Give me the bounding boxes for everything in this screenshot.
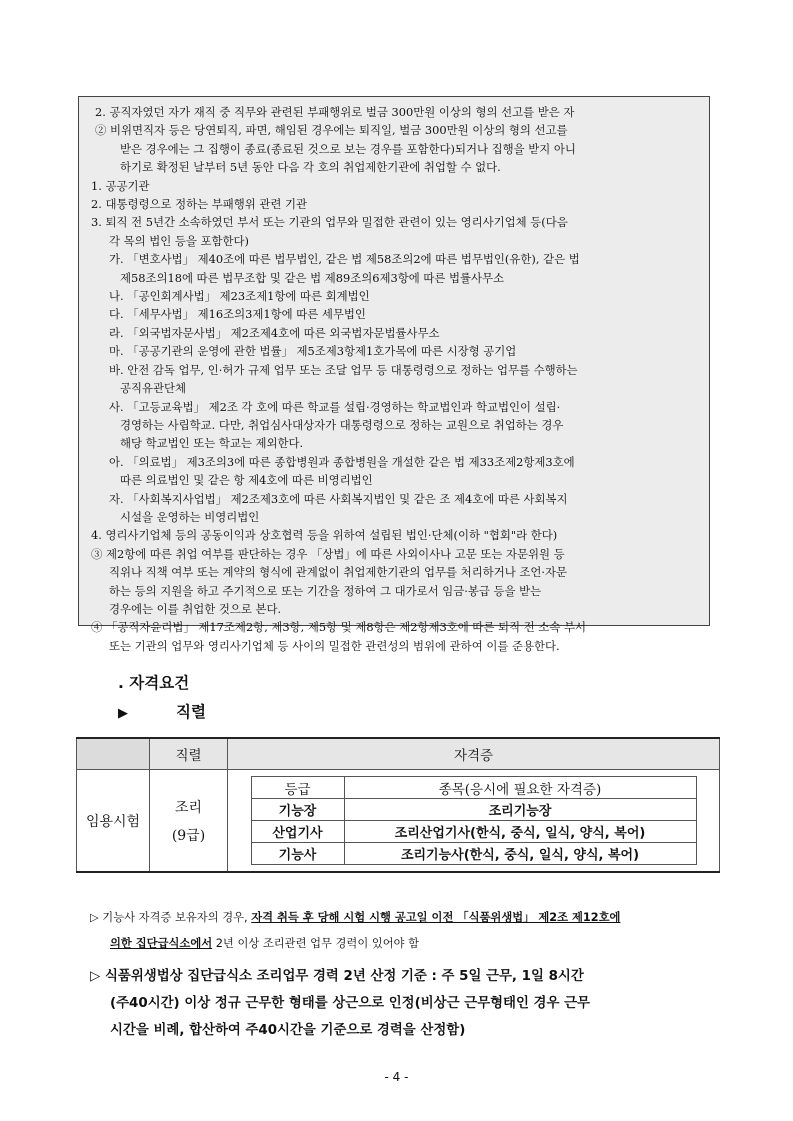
item-cell: 조리기능사(한식, 중식, 일식, 양식, 복어) [344,843,696,865]
series-name: 조리 [174,799,203,816]
law-line: 경영하는 사립학교. 다만, 취업심사대상자가 대통령령으로 정하는 교원으로 취업하는 경우 [120,417,564,432]
series-cell [150,770,228,873]
header-certificate: 자격증 [228,738,720,770]
law-line: 사. 「고등교육법」 제2조 각 호에 따른 학교를 설립·경영하는 학교법인과 학교법인이 설립· [109,399,561,414]
section-title: . 자격요건 [118,674,190,692]
law-line: 받은 경우에는 그 집행이 종료(종료된 것으로 보는 경우를 포함한다)되거나 집행을 받지 아니 [120,141,576,156]
law-line: 해당 학교법인 또는 학교는 제외한다. [120,436,304,451]
law-line: 또는 기관의 업무와 영리사기업체 등 사이의 밀접한 관련성의 범위에 관하여 이를 준용한다. [109,638,560,653]
series-grade: (9급) [171,827,206,844]
note1-text-c: 의한 집단급식소에서 [110,937,213,950]
note1-text-a: 기능사 자격증 보유자의 경우, [102,911,252,924]
law-line: 하기로 확정된 날부터 5년 동안 다음 각 호의 취업제한기관에 취업할 수 없다. [120,160,501,175]
law-line: 각 목의 법인 등을 포함한다) [109,233,249,248]
note-experience-criteria [90,963,740,1044]
page-number: - 4 - [384,1070,409,1084]
note-marker-icon: ▷ [90,969,101,984]
law-line: ② 비위면직자 등은 당연퇴직, 파면, 해임된 경우에는 퇴직일, 벌금 300만원 이상의 형의 선고를 [95,123,568,138]
law-line: 시설을 운영하는 비영리법인 [120,509,260,524]
header-series: 직렬 [150,738,228,770]
note1-text-d: 2년 이상 조리관련 업무 경력이 있어야 함 [212,937,420,950]
qualification-table [76,737,720,873]
law-line: 바. 안전 감독 업무, 인·허가 규제 업무 또는 조달 업무 등 대통령령으로 정하는 업무를 수행하는 [109,362,578,377]
grade-cell: 기능사 [251,843,344,865]
law-line: 하는 등의 지원을 하고 주기적으로 또는 기간을 정하여 그 대가로서 임금·봉급 등을 받는 [109,583,542,598]
law-line: 라. 「외국법자문사법」 제2조제4호에 따른 외국법자문법률사무소 [109,325,440,340]
law-line: 아. 「의료법」 제3조의3에 따른 종합병원과 종합병원을 개설한 같은 법 제33조제2항제3호에 [109,454,575,469]
law-line: 2. 대통령령으로 정하는 부패행위 관련 기관 [91,197,308,212]
law-line: 마. 「공공기관의 운영에 관한 법률」 제5조제3항제1호가목에 따른 시장형 공기업 [109,344,517,359]
item-cell: 조리산업기사(한식, 중식, 일식, 양식, 복어) [344,821,696,843]
law-line: 나. 「공인회계사법」 제23조제1항에 따른 회계법인 [109,289,370,304]
law-line: 자. 「사회복지사업법」 제2조제3호에 따른 사회복지법인 및 같은 조 제4호에 따른 사회복지 [109,491,568,506]
law-line: 제58조의18에 따른 법무조합 및 같은 법 제89조의6제3항에 따른 법률사무소 [120,270,505,285]
grade-cell: 기능장 [251,799,344,821]
triangle-marker-icon: ▶ [118,706,128,721]
law-excerpt-box [78,96,710,653]
note-technician-experience [90,905,730,957]
law-line: ④ 「공직자윤리법」 제17조제2항, 제3항, 제5항 및 제8항은 제2항제3호에 따른 퇴직 전 소속 부서 [91,620,586,635]
subsection-label: 직렬 [176,703,206,721]
note2-line3: 시간을 비례, 합산하여 주40시간을 기준으로 경력을 산정함) [110,1023,466,1038]
note2-line1: 식품위생법상 집단급식소 조리업무 경력 2년 산정 기준 : 주 5일 근무, 1일 8시간 [104,969,584,984]
law-line: 4. 영리사기업체 등의 공동이익과 상호협력 등을 위하여 설립된 법인·단체(이하 "협회"라 한다) [91,528,558,543]
law-line: 경우에는 이를 취업한 것으로 본다. [109,601,282,616]
law-line: ③ 제2항에 따른 취업 여부를 판단하는 경우 「상법」에 따른 사외이사나 고문 또는 자문위원 등 [91,546,565,561]
grade-cell: 산업기사 [251,821,344,843]
certificate-inner-table [251,776,697,865]
inner-header-item: 종목(응시에 필요한 자격증) [344,777,696,799]
note-marker-icon: ▷ [90,911,99,924]
note2-line2: (주40시간) 이상 정규 근무한 형태를 상근으로 인정(비상근 근무형태인 경우 근무 [110,996,590,1011]
note1-text-b: 자격 취득 후 당해 시험 시행 공고일 이전 「식품위생법」 제2조 제12호에 [251,911,621,924]
law-line: 3. 퇴직 전 5년간 소속하였던 부서 또는 기관의 업무와 밀접한 관련이 있는 영리사기업체 등(다음 [91,215,568,230]
law-line: 다. 「세무사법」 제16조의3제1항에 따른 세무법인 [109,307,366,322]
law-line: 2. 공직자였던 자가 재직 중 직무와 관련된 부패행위로 벌금 300만원 이상의 형의 선고를 받은 자 [95,105,575,119]
subsection-title [118,700,206,722]
item-cell: 조리기능장 [344,799,696,821]
law-line: 공직유관단체 [120,381,187,396]
header-blank-cell [77,738,150,770]
inner-header-grade: 등급 [251,777,344,799]
law-line: 따른 의료법인 및 같은 항 제4호에 따른 비영리법인 [120,473,373,488]
law-line: 직위나 직책 여부 또는 계약의 형식에 관계없이 취업제한기관의 업무를 처리하거나 조언·자문 [109,565,567,580]
law-line: 1. 공공기관 [91,178,150,193]
exam-type-cell: 임용시험 [77,770,150,873]
law-line: 가. 「변호사법」 제40조에 따른 법무법인, 같은 법 제58조의2에 따른 법무법인(유한), 같은 법 [109,252,580,267]
certificate-cell [228,770,720,873]
